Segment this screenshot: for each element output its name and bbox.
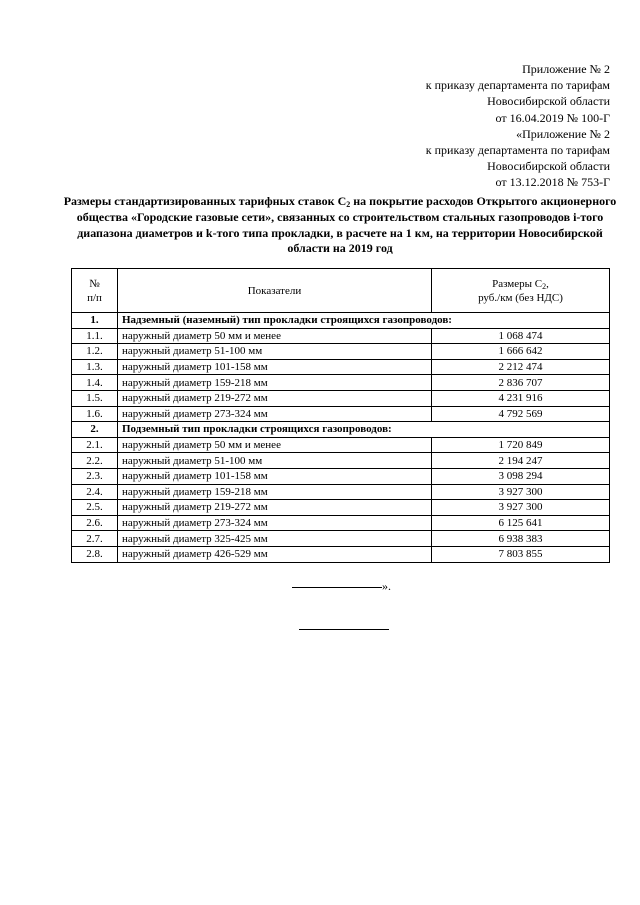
row-name: наружный диаметр 51-100 мм: [118, 453, 432, 469]
header-num-line2: п/п: [87, 291, 102, 304]
table-row: [72, 515, 610, 531]
row-value: 2 212 474: [432, 359, 610, 375]
table-row: [72, 468, 610, 484]
row-value: 2 194 247: [432, 453, 610, 469]
row-num: 1.3.: [72, 359, 118, 375]
section-num: 1.: [72, 313, 118, 329]
row-num: 1.2.: [72, 344, 118, 360]
row-name: наружный диаметр 325-425 мм: [118, 531, 432, 547]
header-value-subscript: 2: [542, 281, 547, 291]
row-name: наружный диаметр 159-218 мм: [118, 484, 432, 500]
appendix-line: Новосибирской области: [487, 159, 610, 174]
table-row: [72, 500, 610, 516]
row-value: 4 792 569: [432, 406, 610, 422]
row-num: 1.1.: [72, 328, 118, 344]
section-row: [72, 313, 610, 329]
row-num: 2.6.: [72, 515, 118, 531]
row-num: 2.3.: [72, 468, 118, 484]
row-name: наружный диаметр 219-272 мм: [118, 500, 432, 516]
appendix-line: «Приложение № 2: [516, 126, 610, 141]
table-row: [72, 437, 610, 453]
table-header-row: [72, 269, 610, 313]
title-subscript: 2: [346, 200, 351, 209]
row-num: 2.8.: [72, 546, 118, 562]
header-name: Показатели: [118, 269, 432, 313]
row-value: 4 231 916: [432, 390, 610, 406]
appendix-line: Приложение № 2: [522, 62, 610, 76]
row-name: наружный диаметр 101-158 мм: [118, 468, 432, 484]
table-row: [72, 390, 610, 406]
table-row: [72, 406, 610, 422]
row-num: 2.2.: [72, 453, 118, 469]
header-value-line2: руб./км (без НДС): [478, 291, 563, 304]
appendix-header: [250, 61, 610, 191]
row-name: наружный диаметр 50 мм и менее: [118, 328, 432, 344]
header-num-line1: №: [89, 277, 100, 290]
title-text-before: Размеры стандартизированных тарифных ставок С: [63, 194, 347, 208]
appendix-line: к приказу департамента по тарифам: [425, 143, 610, 158]
header-value-after: ,: [546, 277, 549, 290]
row-name: наружный диаметр 426-529 мм: [118, 546, 432, 562]
header-value-before: Размеры С: [492, 277, 543, 290]
table-row: [72, 328, 610, 344]
table-row: [72, 546, 610, 562]
row-name: наружный диаметр 273-324 мм: [118, 406, 432, 422]
section-title: Подземный тип прокладки строящихся газопроводов:: [118, 422, 610, 438]
header-value: [432, 269, 610, 313]
appendix-line: от 13.12.2018 № 753-Г: [495, 175, 610, 190]
row-value: 3 098 294: [432, 468, 610, 484]
document-title: [60, 194, 620, 257]
closing-line: [292, 579, 391, 594]
row-value: 3 927 300: [432, 500, 610, 516]
table-row: [72, 344, 610, 360]
row-num: 1.4.: [72, 375, 118, 391]
section-row: [72, 422, 610, 438]
table-row: [72, 453, 610, 469]
row-name: наружный диаметр 50 мм и менее: [118, 437, 432, 453]
row-num: 1.5.: [72, 390, 118, 406]
header-num: [72, 269, 118, 313]
row-value: 6 125 641: [432, 515, 610, 531]
row-name: наружный диаметр 51-100 мм: [118, 344, 432, 360]
section-num: 2.: [72, 422, 118, 438]
row-num: 2.7.: [72, 531, 118, 547]
row-value: 2 836 707: [432, 375, 610, 391]
table-row: [72, 359, 610, 375]
appendix-line: от 16.04.2019 № 100-Г: [495, 110, 610, 125]
closing-rule: [292, 587, 382, 588]
appendix-line: Новосибирской области: [487, 94, 610, 109]
appendix-line: к приказу департамента по тарифам: [425, 78, 610, 93]
row-value: 1 068 474: [432, 328, 610, 344]
row-value: 1 720 849: [432, 437, 610, 453]
final-divider: [299, 629, 389, 630]
table-row: [72, 484, 610, 500]
row-num: 2.4.: [72, 484, 118, 500]
row-value: 7 803 855: [432, 546, 610, 562]
section-title: Надземный (наземный) тип прокладки строящихся газопроводов:: [118, 313, 610, 329]
row-num: 2.1.: [72, 437, 118, 453]
tariff-table: [71, 268, 610, 563]
closing-mark: ».: [382, 579, 391, 593]
row-value: 3 927 300: [432, 484, 610, 500]
row-name: наружный диаметр 219-272 мм: [118, 390, 432, 406]
row-name: наружный диаметр 273-324 мм: [118, 515, 432, 531]
table-body: [72, 313, 610, 563]
table-row: [72, 375, 610, 391]
row-name: наружный диаметр 159-218 мм: [118, 375, 432, 391]
row-num: 2.5.: [72, 500, 118, 516]
row-value: 1 666 642: [432, 344, 610, 360]
row-name: наружный диаметр 101-158 мм: [118, 359, 432, 375]
table-row: [72, 531, 610, 547]
row-num: 1.6.: [72, 406, 118, 422]
row-value: 6 938 383: [432, 531, 610, 547]
title-text-after: на покрытие расходов Открытого акционерного общества «Городские газовые сети», связанных со строительством стальных газопроводов i-того диапазона диаметров и k-того типа прокладки, в расчете на 1 км, на территории Новосибирской области на 2019 год: [76, 194, 617, 256]
